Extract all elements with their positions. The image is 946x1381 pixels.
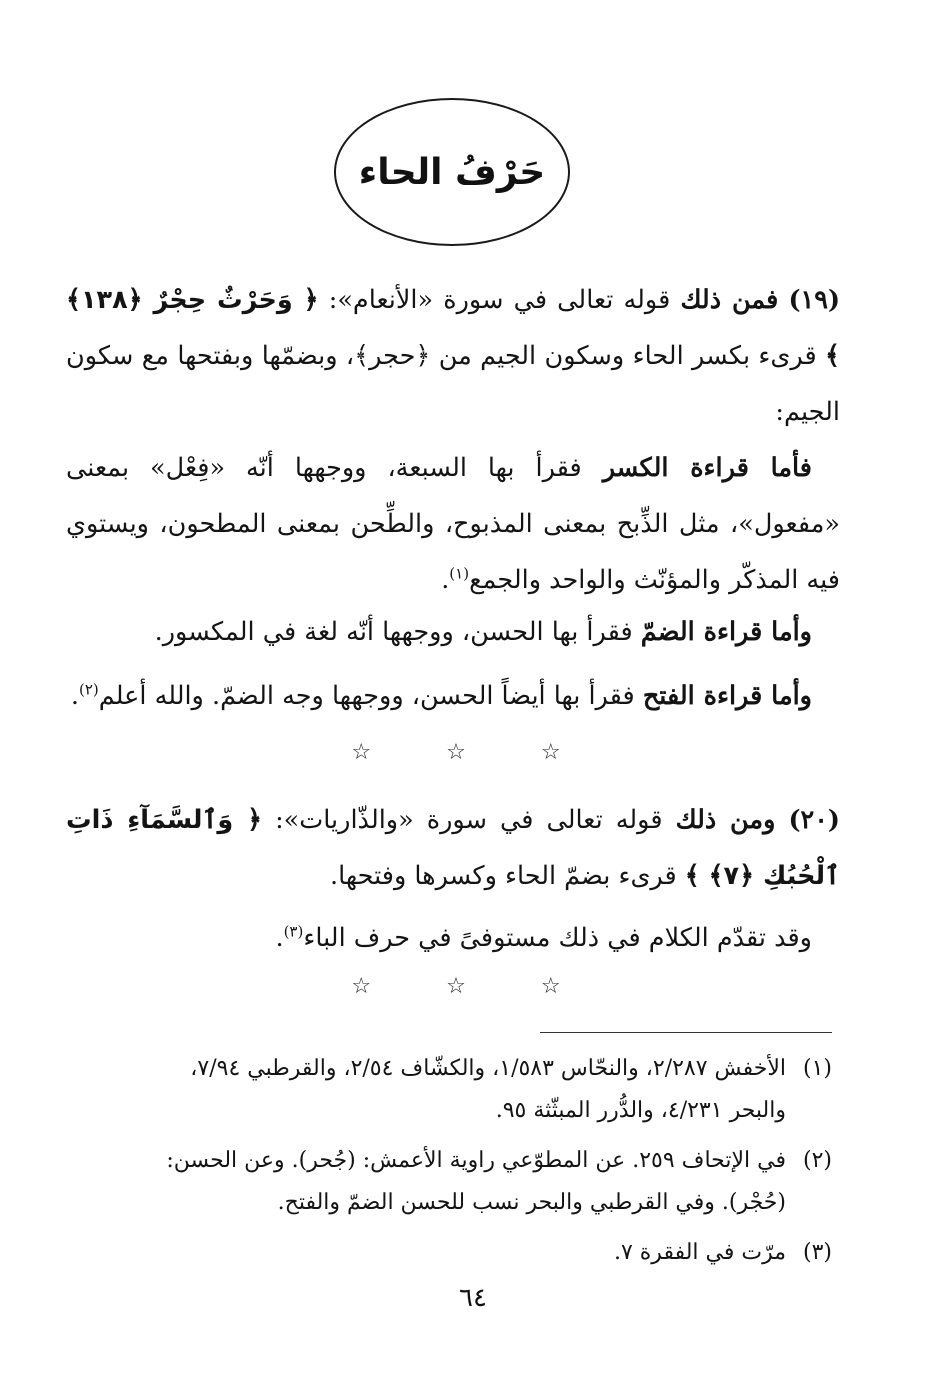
footnote-number: (٣) <box>802 1240 832 1265</box>
paragraph-text: فقرأ بها الحسن، ووجهها أنّه لغة في المكسور. <box>154 617 633 647</box>
footnote-separator <box>540 1032 832 1033</box>
page-number: ٦٤ <box>459 1283 487 1313</box>
footnote-text: مرّت في الفقرة ٧. <box>613 1240 786 1265</box>
paragraph-lead: وأما قراءة الفتح <box>642 681 812 711</box>
footnote-ref: (١) <box>449 564 470 583</box>
footnote-2 <box>60 1140 832 1224</box>
sentence-end: . <box>441 565 450 595</box>
footnote-number: (٢) <box>802 1148 832 1173</box>
footnote-text: (حُجْر). وفي القرطبي والبحر نسب للحسن الضمّ والفتح. <box>277 1190 786 1215</box>
footnote-ref: (٢) <box>78 680 99 699</box>
sentence-end: . <box>275 923 284 953</box>
paragraph-text: فقرأ بها أيضاً الحسن، ووجهها وجه الضمّ. والله أعلم <box>98 681 635 711</box>
footnote-ref: (٣) <box>283 922 304 941</box>
paragraph-note <box>66 910 840 966</box>
paragraph-text: قوله تعالى في سورة «الأنعام»: <box>328 285 671 315</box>
chapter-title-frame <box>334 98 570 246</box>
paragraph-lead: وأما قراءة الضمّ <box>640 617 812 647</box>
paragraph-lead: فمن ذلك <box>680 285 779 315</box>
paragraph-fath <box>66 668 840 724</box>
paragraph-text: فقرأ بها السبعة، ووجهها أنّه «فِعْل» بمعنى «مفعول»، مثل الذِّبح بمعنى المذبوح، والطِّحن بمعنى المطحون، ويستوي فيه المذكّر والمؤنّث والواحد والجمع <box>66 453 840 595</box>
paragraph-text: قرىء بكسر الحاء وسكون الجيم من ﴿حجر﴾، وبضمّها وبفتحها مع سكون الجيم: <box>66 341 840 427</box>
paragraph-text: قرىء بضمّ الحاء وكسرها وفتحها. <box>330 861 677 891</box>
footnote-text: في الإتحاف ٢٥٩. عن المطوّعي راوية الأعمش: (جُحر). وعن الحسن: <box>166 1148 786 1173</box>
paragraph-text: قوله تعالى في سورة «والذّاريات»: <box>275 805 663 835</box>
section-divider-stars: ☆ ☆ ☆ <box>351 740 595 765</box>
paragraph-lead: ومن ذلك <box>675 805 776 835</box>
footnote-number: (١) <box>802 1056 832 1081</box>
footnote-3 <box>60 1232 832 1274</box>
paragraph-20 <box>66 792 840 904</box>
sentence-end: . <box>70 681 79 711</box>
paragraph-19 <box>66 272 840 440</box>
paragraph-number: (١٩) <box>788 285 841 315</box>
paragraph-damm <box>66 604 840 660</box>
footnote-text: الأخفش ٢/٢٨٧، والنحّاس ١/٥٨٣، والكشّاف ٢/٥٤، والقرطبي ٧/٩٤، <box>190 1056 786 1081</box>
paragraph-number: (٢٠) <box>788 805 840 835</box>
chapter-title: حَرْفُ الحاء <box>358 151 546 193</box>
quran-verse: ﴿ وَحَرْثٌ حِجْرٌ ﴿١٣٨﴾ ﴾ <box>66 285 840 371</box>
section-divider-stars: ☆ ☆ ☆ <box>351 974 595 999</box>
footnote-1 <box>60 1048 832 1132</box>
paragraph-kasr <box>66 440 840 608</box>
paragraph-lead: فأما قراءة الكسر <box>602 453 813 483</box>
footnote-text: والبحر ٤/٢٣١، والدُّرر المبثّثة ٩٥. <box>495 1098 786 1123</box>
quran-verse: ﴿ وَٱلسَّمَآءِ ذَاتِ ٱلْحُبُكِ ﴿٧﴾ ﴾ <box>66 805 840 891</box>
paragraph-text: وقد تقدّم الكلام في ذلك مستوفىً في حرف الباء <box>303 923 812 953</box>
